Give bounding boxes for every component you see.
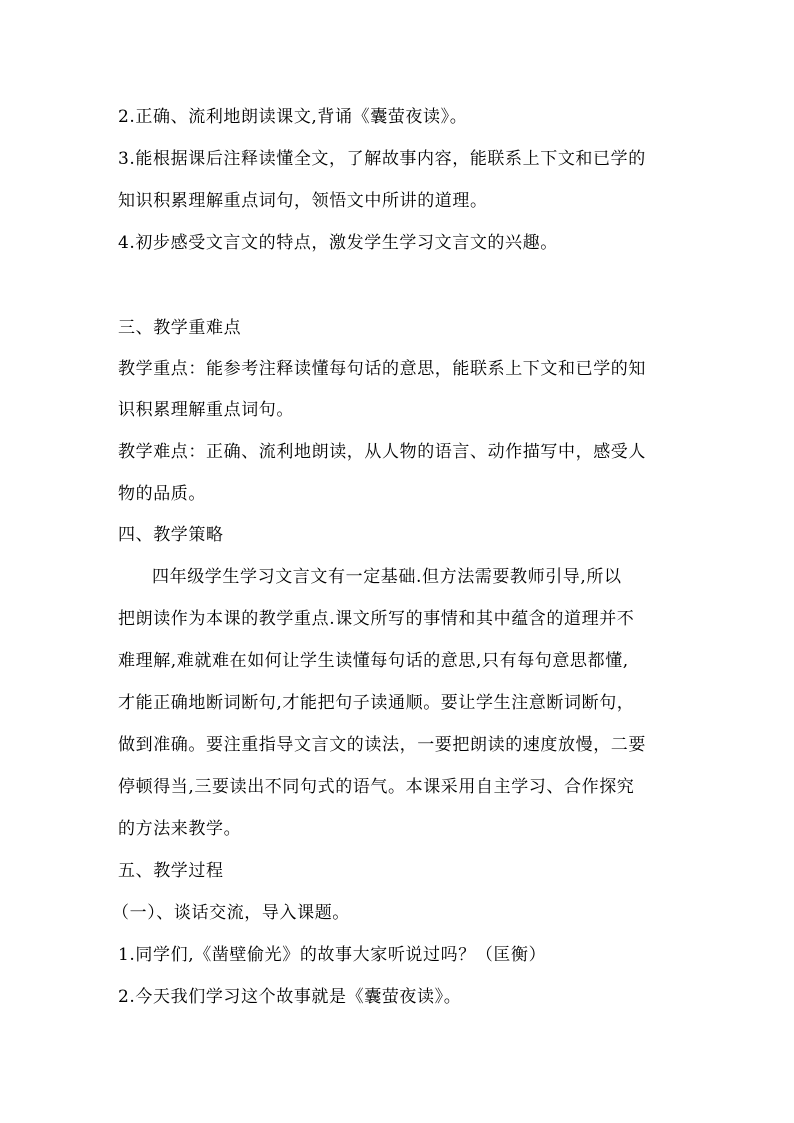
teaching-key-point-line-1: 教学重点：能参考注释读懂每句话的意思，能联系上下文和已学的知	[118, 359, 646, 379]
strategy-paragraph-line: 四年级学生学习文言文有一定基础.但方法需要教师引导,所以	[152, 567, 622, 587]
objective-item-4: 4.初步感受文言文的特点，激发学生学习文言文的兴趣。	[118, 233, 558, 253]
strategy-paragraph-line: 停顿得当,三要读出不同句式的语气。本课采用自主学习、合作探究	[118, 777, 635, 797]
strategy-paragraph-line: 做到准确。要注重指导文言文的读法，一要把朗读的速度放慢，二要	[118, 735, 646, 755]
objective-item-2: 2.正确、流利地朗读课文,背诵《囊萤夜读》。	[118, 107, 468, 127]
teaching-difficulty-line-2: 物的品质。	[118, 484, 206, 504]
strategy-paragraph-line: 难理解,难就难在如何让学生读懂每句话的意思,只有每句意思都懂,	[118, 651, 629, 671]
strategy-paragraph-line: 的方法来教学。	[118, 819, 242, 839]
section-4-heading: 四、教学策略	[118, 525, 224, 545]
process-step-2: 2.今天我们学习这个故事就是《囊萤夜读》。	[118, 987, 462, 1007]
teaching-key-point-line-2: 识积累理解重点词句。	[118, 400, 294, 420]
teaching-difficulty-line-1: 教学难点：正确、流利地朗读，从人物的语言、动作描写中，感受人	[118, 442, 646, 462]
strategy-paragraph-line: 才能正确地断词断句,才能把句子读通顺。要让学生注意断词断句，	[118, 693, 635, 713]
objective-item-3-line-1: 3.能根据课后注释读懂全文，了解故事内容，能联系上下文和已学的	[118, 149, 646, 169]
section-5-heading: 五、教学过程	[118, 861, 224, 881]
strategy-paragraph-line: 把朗读作为本课的教学重点.课文所写的事情和其中蕴含的道理并不	[118, 609, 635, 629]
process-subheading-1: （一）、谈话交流，导入课题。	[112, 903, 350, 923]
objective-item-3-line-2: 知识积累理解重点词句，领悟文中所讲的道理。	[118, 191, 488, 211]
process-step-1: 1.同学们,《凿壁偷光》的故事大家听说过吗？（匡衡）	[118, 945, 547, 965]
section-3-heading: 三、教学重难点	[118, 318, 242, 338]
document-page	[112, 0, 684, 1123]
